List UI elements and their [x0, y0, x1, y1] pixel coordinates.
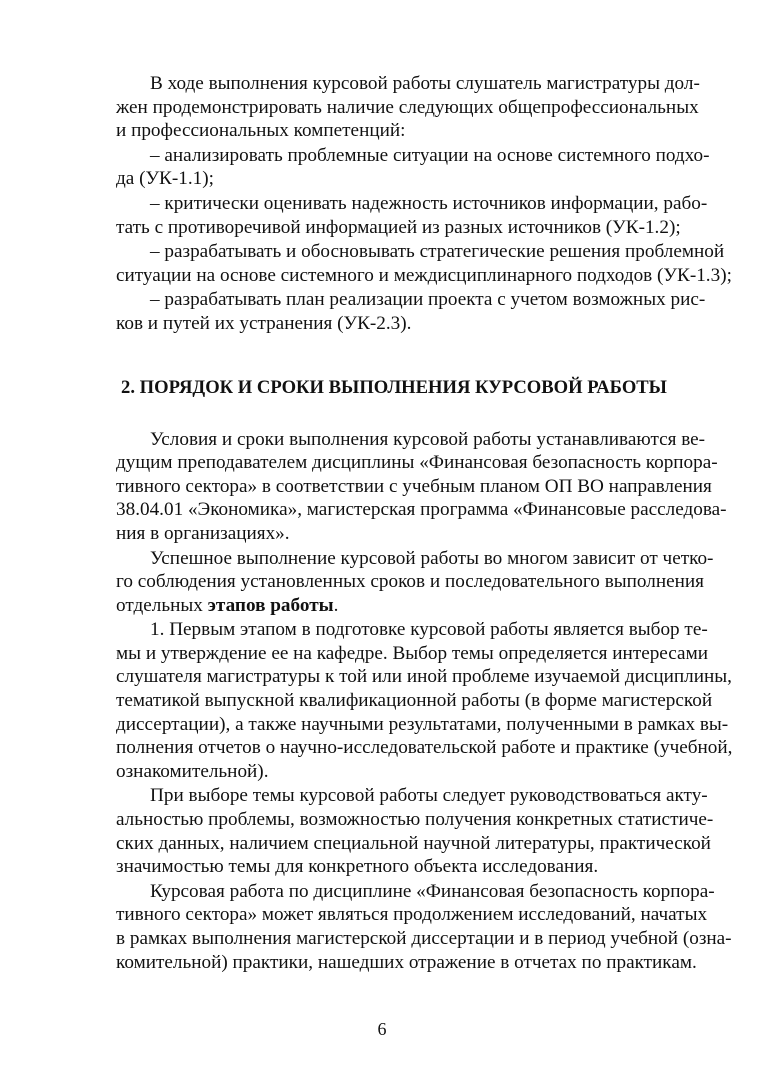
page-content: [116, 71, 733, 974]
text-line: – критически оценивать надежность источников информации, рабо-: [150, 192, 708, 214]
text-line: Курсовая работа по дисциплине «Финансовая безопасность корпора-: [150, 880, 715, 902]
page-number: 6: [377, 1019, 387, 1039]
text-line: диссертации), а также научными результатами, полученными в рамках вы-: [116, 713, 729, 735]
text-line: да (УК-1.1);: [116, 168, 214, 190]
procedure-section: [116, 428, 733, 975]
text-line: – разрабатывать и обосновывать стратегические решения проблемной: [150, 241, 725, 263]
text-line: слушателя магистратуры к той или иной проблеме изучаемой дисциплины,: [116, 666, 732, 688]
text-line: 38.04.01 «Экономика», магистерская программа «Финансовые расследова-: [116, 499, 727, 521]
paragraph: [116, 192, 708, 239]
text-line: В ходе выполнения курсовой работы слушатель магистратуры дол-: [150, 73, 700, 94]
text-line: тематикой выпускной квалификационной работы (в форме магистерской: [116, 690, 713, 712]
paragraph: [116, 240, 732, 287]
text-line: [116, 594, 672, 618]
paragraph: [116, 784, 714, 878]
text-line: ознакомительной).: [116, 760, 269, 782]
text-line: жен продемонстрировать наличие следующих общепрофессиональных: [116, 96, 699, 118]
text-fragment: .: [333, 594, 339, 616]
paragraph: [116, 428, 727, 546]
text-line: ния в организациях».: [116, 522, 290, 544]
text-line: в рамках выполнения магистерской диссертации и в период учебной (озна-: [116, 928, 732, 949]
text-line: тивного сектора» в соответствии с учебным планом ОП ВО направления: [116, 475, 712, 497]
text-line: – разрабатывать план реализации проекта с учетом возможных рис-: [150, 289, 706, 311]
text-line: 1. Первым этапом в подготовке курсовой работы является выбор те-: [150, 619, 708, 641]
text-line: комительной) практики, нашедших отражение в отчетах по практикам.: [116, 951, 697, 973]
paragraph: [116, 144, 710, 191]
text-line: и профессиональных компетенций:: [116, 120, 406, 142]
paragraph: [116, 880, 732, 974]
text-line: дущим преподавателем дисциплины «Финансовая безопасность корпора-: [116, 452, 718, 474]
text-line: мы и утверждение ее на кафедре. Выбор темы определяется интересами: [116, 642, 708, 664]
competencies-section: [116, 72, 732, 336]
text-line: – анализировать проблемные ситуации на основе системного подхо-: [150, 144, 710, 166]
text-line: альностью проблемы, возможностью получения конкретных статистиче-: [116, 809, 714, 831]
text-line: При выборе темы курсовой работы следует руководствоваться акту-: [150, 785, 708, 807]
section-heading: 2. ПОРЯДОК И СРОКИ ВЫПОЛНЕНИЯ КУРСОВОЙ РАБОТЫ: [121, 376, 667, 398]
text-line: тивного сектора» может являться продолжением исследований, начатых: [116, 904, 708, 926]
text-line: ситуации на основе системного и междисциплинарного подходов (УК-1.3);: [116, 264, 732, 286]
text-line: значимостью темы для конкретного объекта исследования.: [116, 856, 599, 878]
bold-term: этапов работы: [207, 594, 334, 616]
paragraph: [116, 288, 706, 335]
text-line: Успешное выполнение курсовой работы во многом зависит от четко-: [150, 547, 714, 569]
text-line: полнения отчетов о научно-исследовательской работе и практике (учебной,: [116, 737, 733, 759]
text-line: го соблюдения установленных сроков и последовательного выполнения: [116, 571, 704, 593]
paragraph: [116, 618, 733, 783]
paragraph: [116, 547, 714, 618]
text-line: ков и путей их устранения (УК-2.3).: [116, 312, 412, 334]
text-line: ских данных, наличием специальной научной литературы, практической: [116, 832, 711, 854]
text-line: тать с противоречивой информацией из разных источников (УК-1.2);: [116, 216, 681, 238]
text-line: Условия и сроки выполнения курсовой работы устанавливаются ве-: [150, 428, 706, 450]
text-fragment: отдельных: [116, 594, 208, 616]
paragraph: [116, 72, 700, 143]
